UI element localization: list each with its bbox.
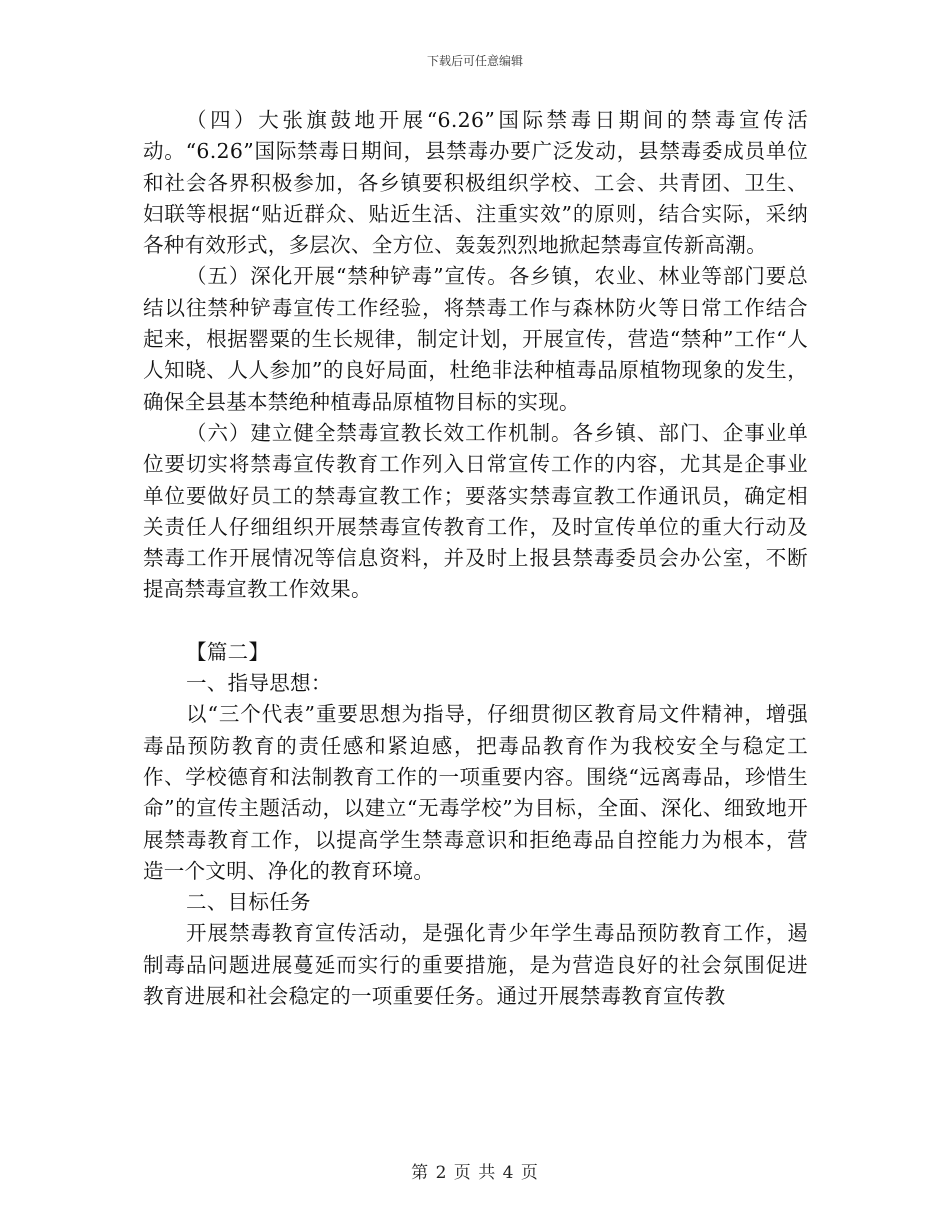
heading-objectives: 二、目标任务 <box>186 890 311 915</box>
paragraph-4: （四）大张旗鼓地开展“6.26”国际禁毒日期间的禁毒宣传活动。“6.26”国际禁毒日期间，县禁毒办要广泛发动，县禁毒委成员单位和社会各界积极参加，各乡镇要积极组织学校、工会、共青团、卫生、妇联等根据“贴近群众、贴近生活、注重实效”的原则，结合实际，采纳各种有效形式，多层次、全方位、轰轰烈烈地掀起禁毒宣传新高潮。 <box>143 108 808 258</box>
paragraph-5: （五）深化开展“禁种铲毒”宣传。各乡镇，农业、林业等部门要总结以往禁种铲毒宣传工作经验，将禁毒工作与森林防火等日常工作结合起来，根据罂粟的生长规律，制定计划，开展宣传，营造“禁种”工作“人人知晓、人人参加”的良好局面，杜绝非法种植毒品原植物现象的发生，确保全县基本禁绝种植毒品原植物目标的实现。 <box>143 264 808 414</box>
section-spacer <box>143 606 808 637</box>
page-footer: 第 2 页 共 4 页 <box>411 1163 539 1183</box>
paragraph-6: （六）建立健全禁毒宣教长效工作机制。各乡镇、部门、企事业单位要切实将禁毒宣传教育工作列入日常宣传工作的内容，尤其是企事业单位要做好员工的禁毒宣教工作；要落实禁毒宣教工作通讯员，确定相关责任人仔细组织开展禁毒宣传教育工作，及时宣传单位的重大行动及禁毒工作开展情况等信息资料，并及时上报县禁毒委员会办公室，不断提高禁毒宣教工作效果。 <box>143 420 808 602</box>
paragraph-guiding-ideology: 以“三个代表”重要思想为指导，仔细贯彻区教育局文件精神，增强毒品预防教育的责任感和紧迫感，把毒品教育作为我校安全与稳定工作、学校德育和法制教育工作的一项重要内容。围绕“远离毒品，珍惜生命”的宣传主题活动，以建立“无毒学校”为目标，全面、深化、细致地开展禁毒教育工作，以提高学生禁毒意识和拒绝毒品自控能力为根本，营造一个文明、净化的教育环境。 <box>143 702 808 883</box>
document-body <box>143 105 808 1012</box>
paragraph-objectives: 开展禁毒教育宣传活动，是强化青少年学生毒品预防教育工作，遏制毒品问题进展蔓延而实行的重要措施，是为营造良好的社会氛围促进教育进展和社会稳定的一项重要任务。通过开展禁毒教育宣传教 <box>143 921 808 1009</box>
section-title: 【篇二】 <box>186 639 270 664</box>
page-header: 下载后可任意编辑 <box>426 54 523 68</box>
heading-guiding-ideology: 一、指导思想： <box>186 671 332 696</box>
